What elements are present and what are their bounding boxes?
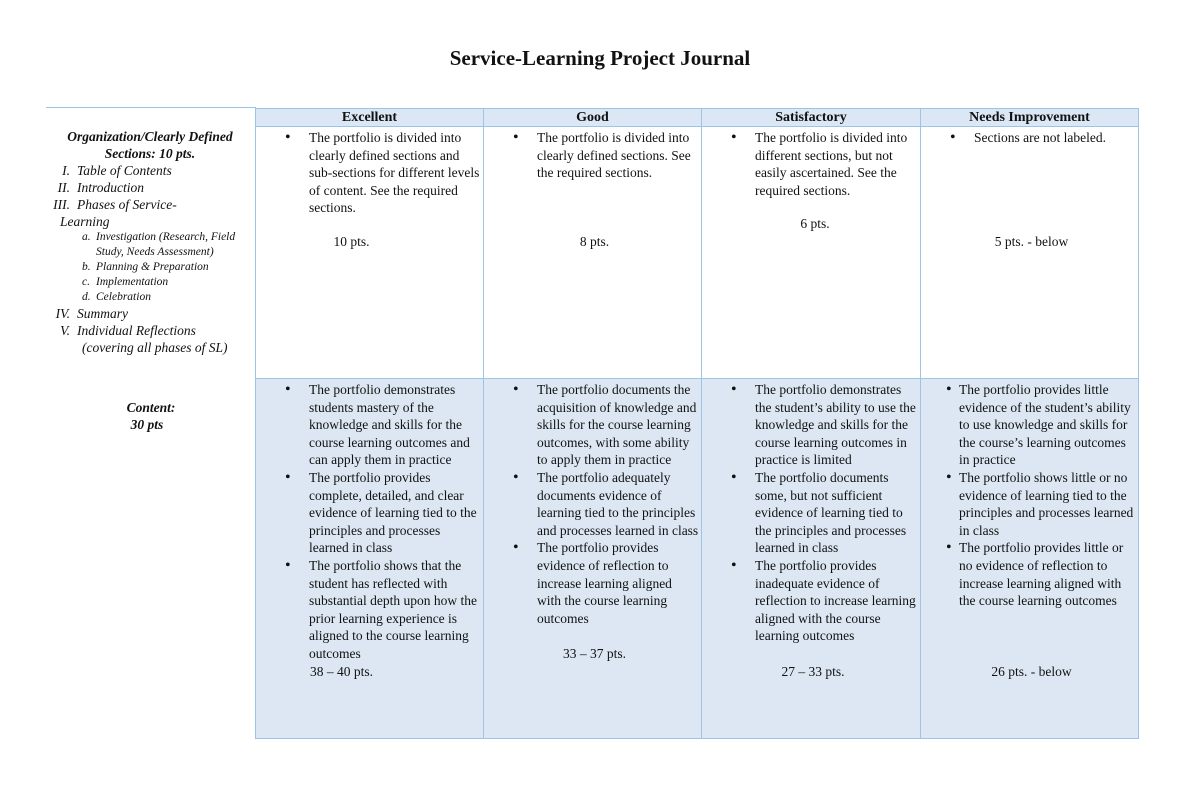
list-item: c. Implementation [82,276,169,288]
criterion-content [46,399,256,433]
list-item: • The portfolio demonstrates students mastery of the knowledge and skills for the course learning outcomes and can apply them in practice [262,381,481,469]
page-title: Service-Learning Project Journal [449,46,751,70]
list-item: • The portfolio provides inadequate evidence of reflection to increase learning aligned with the course learning outcomes [708,557,918,645]
table-top-rule [46,107,256,108]
list-item: • The portfolio shows that the student has reflected with substantial depth upon how the prior learning experience is aligned to the course learning outcomes [262,557,481,663]
list-item: • The portfolio provides little or no evidence of reflection to increase learning aligned with the course learning outcomes [927,539,1136,609]
points-label: 27 – 33 pts. [781,663,845,679]
list-item: a. Investigation (Research, Field Study, Needs Assessment) [82,231,236,258]
points-label: 33 – 37 pts. [562,646,626,662]
table-row [256,379,1139,739]
criterion-points: Sections: 10 pts. [104,146,196,161]
column-header-excellent: Excellent [256,109,484,127]
section-list [46,162,254,230]
list-item: b. Planning & Preparation [82,261,209,273]
rubric-cell [702,127,921,379]
list-item: • The portfolio shows little or no evidence of learning tied to the principles and processes learned in class [927,469,1136,539]
header-row [256,109,1139,127]
list-item: • The portfolio documents the acquisition of knowledge and skills for the course learning outcomes, with some ability to apply them in practice [490,381,699,469]
points-label: 10 pts. [333,233,370,249]
rubric-table [255,108,1139,739]
rubric-cell [921,127,1139,379]
list-item: II. Introduction [57,180,144,195]
subsection-list [46,230,254,305]
list-item: V. Individual Reflections [60,323,196,338]
rubric-cell [702,379,921,739]
points-label: 26 pts. - below [991,663,1072,679]
list-item: • The portfolio adequately documents evidence of learning tied to the principles and processes learned in class [490,469,699,539]
criterion-organization [46,128,254,356]
table-row [256,127,1139,379]
list-item: • The portfolio provides little evidence of the student’s ability to use knowledge and skills for the course’s learning outcomes in practice [927,381,1136,469]
points-label: 6 pts. [800,216,830,232]
list-item: • The portfolio provides evidence of reflection to increase learning aligned with the course learning outcomes [490,539,699,627]
criterion-name: Content: [126,400,176,415]
list-item: • The portfolio demonstrates the student’s ability to use the knowledge and skills for the course learning outcomes in practice is limited [708,381,918,469]
list-item: Learning [60,214,110,229]
rubric-cell [484,127,702,379]
rubric-cell [921,379,1139,739]
list-item: (covering all phases of SL) [82,340,228,355]
criterion-name: Organization/Clearly Defined [67,129,233,144]
list-item: • The portfolio is divided into clearly defined sections. See the required sections. [490,129,699,182]
list-item: • The portfolio provides complete, detailed, and clear evidence of learning tied to the principles and processes learned in class [262,469,481,557]
list-item: • Sections are not labeled. [927,129,1136,147]
column-header-satisfactory: Satisfactory [702,109,921,127]
list-item: IV. Summary [55,306,128,321]
points-label: 8 pts. [579,233,610,249]
column-header-needs-improvement: Needs Improvement [921,109,1139,127]
list-item: d. Celebration [82,291,151,303]
points-label: 5 pts. - below [994,233,1069,249]
list-item: III. Phases of Service- [53,197,177,212]
column-header-good: Good [484,109,702,127]
list-item: I. Table of Contents [62,163,172,178]
rubric-cell [484,379,702,739]
list-item: • The portfolio documents some, but not sufficient evidence of learning tied to the principles and processes learned in class [708,469,918,557]
rubric-cell [256,379,484,739]
points-label: 38 – 40 pts. [309,663,373,679]
list-item: • The portfolio is divided into clearly defined sections and sub-sections for different levels of content. See the required sections. [262,129,481,217]
list-item: • The portfolio is divided into different sections, but not easily ascertained. See the required sections. [708,129,918,199]
rubric-cell [256,127,484,379]
criterion-points: 30 pts [130,417,164,432]
section-list-continued [46,305,254,356]
